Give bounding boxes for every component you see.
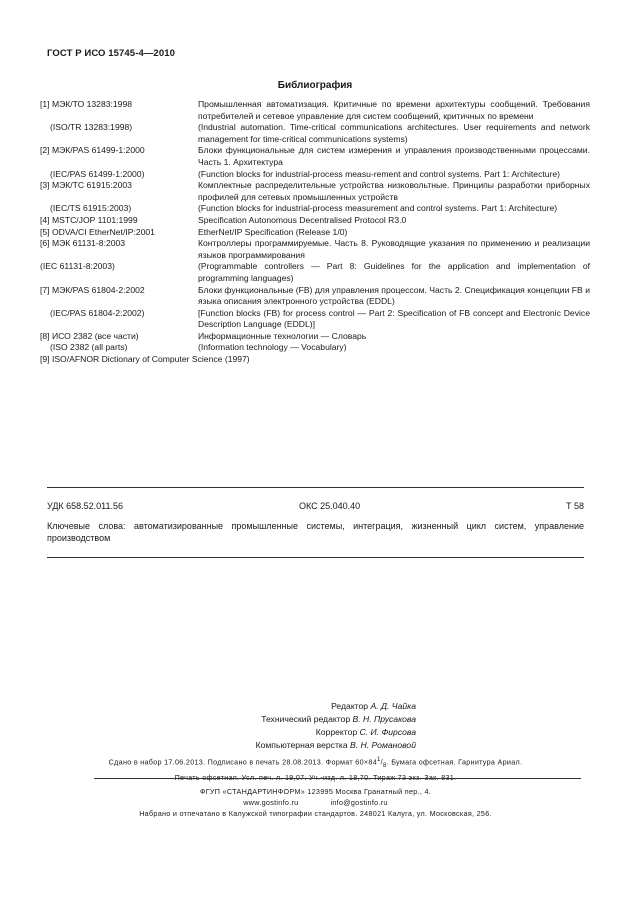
bib-text: [Function blocks (FB) for process control — Part 2: Specification of FB concept and Electronic Device Description Language (EDDL)] — [198, 307, 590, 330]
bib-text: Блоки функциональные (FB) для управления процессом. Часть 2. Спецификация концепции FB и языка описания электронного устройства (EDDL) — [198, 284, 590, 307]
bib-entry — [40, 308, 590, 331]
credit-line: Корректор С. И. Фирсова — [315, 727, 416, 737]
bib-entry — [40, 203, 590, 215]
bib-ref: [7] МЭК/PAS 61804-2:2002 — [40, 284, 145, 295]
bib-entry — [40, 180, 590, 203]
divider — [47, 557, 584, 558]
bib-text: Промышленная автоматизация. Критичные по времени архитектуры сообщений. Требования потребителей и сетевое управление для систем сообщений, критичных по времени — [198, 99, 590, 121]
credit-line: Технический редактор В. Н. Прусакова — [261, 714, 416, 724]
bib-text: Specification Autonomous Decentralised Protocol R3.0 — [198, 214, 407, 225]
bib-text: Контроллеры программируемые. Часть 8. Руководящие указания по применению и реализации языков программирования — [198, 238, 590, 260]
bib-entry — [40, 99, 590, 122]
credit-line: Компьютерная верстка В. Н. Романовой — [255, 740, 416, 750]
publisher-line: Набрано и отпечатано в Калужской типографии стандартов. 248021 Калуга, ул. Московская, 256. — [139, 809, 492, 818]
publisher-line: ФГУП «СТАНДАРТИНФОРМ» 123995 Москва Гранатный пер., 4. — [199, 787, 432, 796]
website-link[interactable]: www.gostinfo.ru — [243, 798, 299, 807]
oks-code: ОКС 25.040.40 — [299, 501, 361, 511]
publisher-contacts — [50, 797, 581, 808]
credit-line: Редактор А. Д. Чайка — [331, 701, 416, 711]
bib-entry — [40, 169, 590, 181]
divider — [94, 778, 581, 779]
bib-entry — [40, 331, 590, 343]
bib-text: [9] ISO/AFNOR Dictionary of Computer Science (1997) — [40, 354, 250, 365]
bib-entry — [40, 261, 590, 284]
document-header: ГОСТ Р ИСО 15745-4—2010 — [47, 48, 175, 59]
bib-ref: [2] МЭК/PAS 61499-1:2000 — [40, 145, 145, 156]
keywords: Ключевые слова: автоматизированные промышленные системы, интеграция, жизненный цикл систем, управление производством — [47, 521, 584, 543]
bib-ref: [1] МЭК/ТО 13283:1998 — [40, 99, 133, 109]
bib-ref: (IEC/PAS 61499-1:2000) — [50, 168, 145, 179]
udk-code: УДК 658.52.011.56 — [47, 501, 124, 511]
bibliography-title: Библиография — [277, 80, 353, 91]
bib-entry — [40, 215, 590, 227]
bib-ref: [6] МЭК 61131-8:2003 — [40, 238, 126, 249]
bib-text: EtherNet/IP Specification (Release 1/0) — [198, 226, 348, 237]
bib-ref: (IEC/PAS 61804-2:2002) — [50, 307, 145, 318]
imprint-line: Печать офсетная. Усл. печ. л. 19,07. Уч.-изд. л. 18,70. Тираж 73 экз. Зак. 831. — [174, 772, 457, 782]
bib-text: Комплектные распределительные устройства низковольтные. Принципы разработки приборных профилей для сетевых промышленных устройств — [198, 180, 590, 202]
bib-ref: [3] МЭК/TC 61915:2003 — [40, 180, 132, 191]
bib-ref: [8] ИСО 2382 (все части) — [40, 330, 139, 341]
bib-text: (Programmable controllers — Part 8: Guidelines for the application and implementation of programming languages) — [198, 261, 590, 283]
divider — [47, 487, 584, 488]
bib-entry — [40, 285, 590, 308]
bib-ref: (ISO 2382 (all parts) — [50, 342, 128, 353]
bib-text: (Function blocks for industrial-process measurement and control systems. Part 1: Architecture) — [198, 203, 558, 214]
bib-text: (Information technology — Vocabulary) — [198, 342, 347, 353]
bib-text: (Function blocks for industrial-process measu-rement and control systems. Part 1: Architecture) — [198, 168, 561, 179]
bib-entry — [40, 342, 590, 354]
publisher-info — [50, 786, 581, 819]
email-link[interactable]: info@gostinfo.ru — [330, 798, 388, 807]
bib-entry — [40, 227, 590, 239]
bib-entry — [40, 145, 590, 168]
t-code: Т 58 — [565, 501, 584, 511]
bib-ref: [4] MSTC/JOP 1101:1999 — [40, 214, 138, 225]
bib-ref: [5] ODVA/CI EtherNet/IP:2001 — [40, 226, 155, 237]
bib-entry — [40, 238, 590, 261]
imprint-line: Сдано в набор 17.06.2013. Подписано в печать 28.08.2013. Формат $60\times 84^1/_8$. Бумага офсетная. Гарнитура Ариал. — [108, 757, 523, 769]
bib-entry — [40, 122, 590, 145]
bib-entry — [40, 354, 590, 366]
bib-text: Блоки функциональные для систем измерения и управления производственными процессами. Часть 1. Архитектура — [198, 145, 590, 167]
bib-text: (Industrial automation. Time-critical communications architectures. User requirements and network management for time-critical communications systems) — [198, 122, 590, 144]
bib-ref: (ISO/TR 13283:1998) — [50, 122, 133, 133]
bibliography-list — [40, 99, 590, 366]
bib-text: Информационные технологии — Словарь — [198, 330, 367, 341]
bib-ref: (IEC/TS 61915:2003) — [50, 203, 132, 214]
bib-ref: (IEC 61131-8:2003) — [40, 261, 115, 272]
